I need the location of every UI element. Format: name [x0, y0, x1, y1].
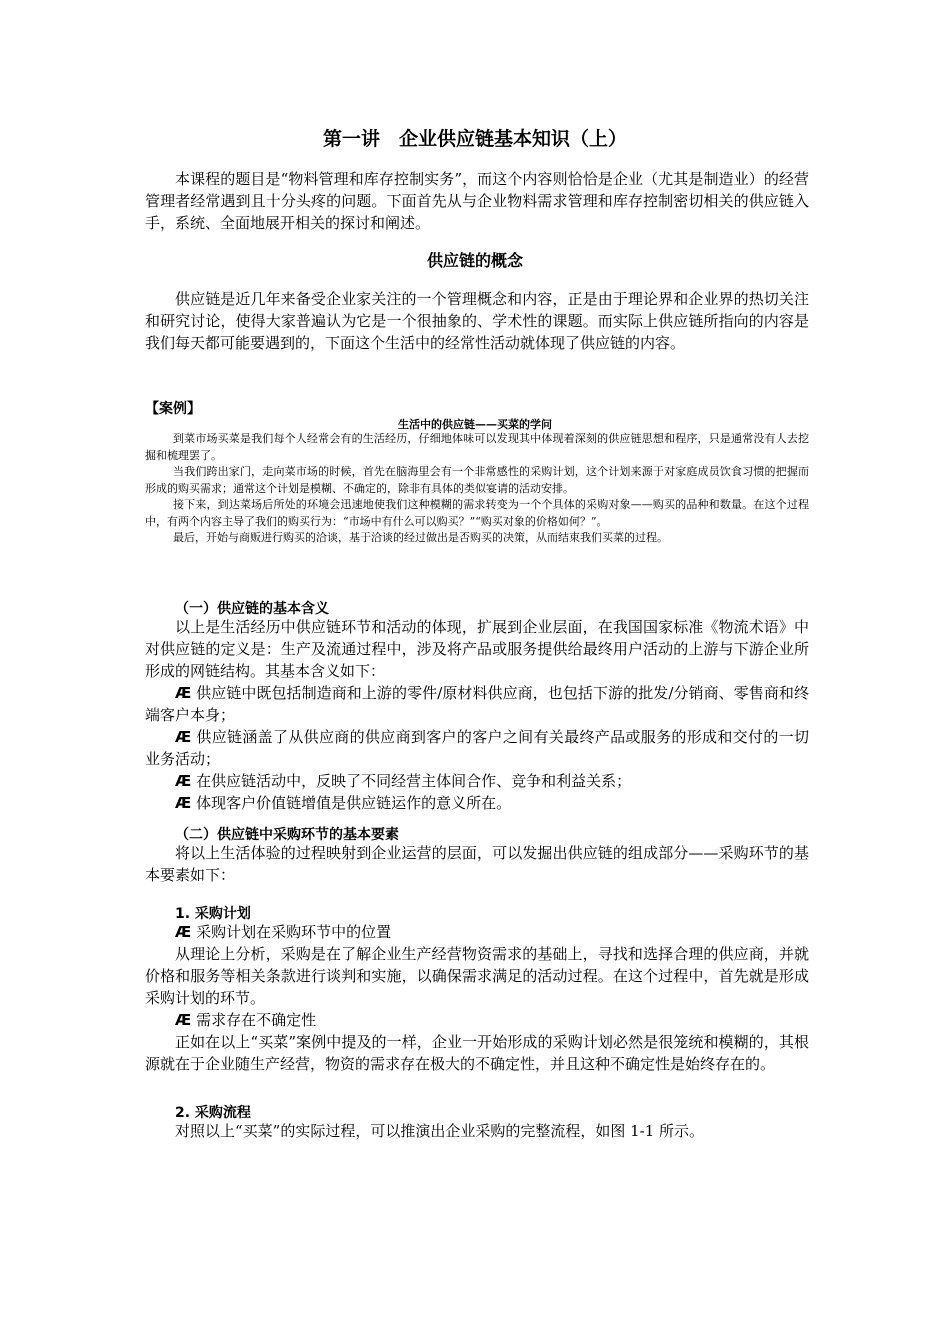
bullet-text: 体现客户价值链增值是供应链运作的意义所在。	[196, 794, 512, 812]
case-label: 【案例】	[145, 401, 201, 417]
bullet-marker: Æ	[175, 684, 192, 702]
section1-bullet-2	[145, 726, 809, 770]
case-paragraph-3: 接下来，到达菜场后所处的环境会迅速地使我们这种模糊的需求转变为一个个具体的采购对象——购买的品种和数量。在这个过程中，有两个内容主导了我们的购买行为：“市场中有什么可以购买？”“购买对象的价格如何？”。	[145, 498, 809, 528]
bullet-text: 需求存在不确定性	[196, 1011, 317, 1029]
bullet-marker: Æ	[175, 794, 192, 812]
case-paragraph-4: 最后，开始与商贩进行购买的洽谈，基于洽谈的经过做出是否购买的决策，从而结束我们买菜的过程。	[173, 531, 668, 544]
section1-bullet-1	[145, 682, 809, 726]
case-body	[145, 431, 809, 547]
intro-paragraph: 本课程的题目是“物料管理和库存控制实务”，而这个内容则恰恰是企业（尤其是制造业）的经营管理者经常遇到且十分头疼的问题。下面首先从与企业物料需求管理和库存控制密切相关的供应链入手，系统、全面地展开相关的探讨和阐述。	[145, 170, 809, 232]
section1-bullet-4	[145, 792, 809, 814]
bullet-marker: Æ	[175, 772, 192, 790]
sub1-bullet-2	[145, 1009, 809, 1031]
sub2-heading: 2. 采购流程	[175, 1105, 251, 1121]
case-title: 生活中的供应链——买菜的学问	[398, 418, 552, 431]
section1-body	[145, 616, 809, 814]
bullet-marker: Æ	[175, 728, 192, 746]
concept-heading: 供应链的概念	[426, 251, 523, 270]
sub1-heading: 1. 采购计划	[175, 906, 251, 922]
concept-paragraph: 供应链是近几年来备受企业家关注的一个管理概念和内容，正是由于理论界和企业界的热切关注和研究讨论，使得大家普遍认为它是一个很抽象的、学术性的课题。而实际上供应链所指向的内容是我们每天都可能要遇到的，下面这个生活中的经常性活动就体现了供应链的内容。	[145, 290, 809, 352]
case-paragraph-2: 当我们跨出家门，走向菜市场的时候，首先在脑海里会有一个非常感性的采购计划，这个计划来源于对家庭成员饮食习惯的把握而形成的购买需求；通常这个计划是模糊、不确定的，除非有具体的类似宴请的活动安排。	[145, 465, 809, 495]
sub2-paragraph: 对照以上“买菜”的实际过程，可以推演出企业采购的完整流程，如图 1-1 所示。	[175, 1122, 705, 1140]
sub1-bullet-1	[145, 921, 809, 943]
section1-bullet-3	[145, 770, 809, 792]
bullet-text: 采购计划在采购环节中的位置	[196, 923, 392, 941]
sub1-body	[145, 921, 809, 1075]
page-title: 第一讲 企业供应链基本知识（上）	[322, 128, 627, 150]
bullet-marker: Æ	[175, 1011, 192, 1029]
section1-paragraph: 以上是生活经历中供应链环节和活动的体现，扩展到企业层面，在我国国家标准《物流术语》中对供应链的定义是：生产及流通过程中，涉及将产品或服务提供给最终用户活动的上游与下游企业所形成的网链结构。其基本含义如下：	[145, 618, 809, 680]
section2-heading: （二）供应链中采购环节的基本要素	[175, 827, 399, 843]
sub1-paragraph-1: 从理论上分析，采购是在了解企业生产经营物资需求的基础上，寻找和选择合理的供应商，并就价格和服务等相关条款进行谈判和实施，以确保需求满足的活动过程。在这个过程中，首先就是形成采购计划的环节。	[145, 945, 809, 1007]
sub1-paragraph-2: 正如在以上“买菜”案例中提及的一样，企业一开始形成的采购计划必然是很笼统和模糊的，其根源就在于企业随生产经营，物资的需求存在极大的不确定性，并且这种不确定性是始终存在的。	[145, 1033, 809, 1073]
bullet-text: 在供应链活动中，反映了不同经营主体间合作、竞争和利益关系；	[196, 772, 632, 790]
bullet-marker: Æ	[175, 923, 192, 941]
case-paragraph-1: 到菜市场买菜是我们每个人经常会有的生活经历，仔细地体味可以发现其中体现着深刻的供应链思想和程序，只是通常没有人去挖掘和梳理罢了。	[145, 432, 809, 462]
section2-paragraph: 将以上生活体验的过程映射到企业运营的层面，可以发掘出供应链的组成部分——采购环节的基本要素如下：	[145, 844, 809, 884]
bullet-text: 供应链涵盖了从供应商的供应商到客户的客户之间有关最终产品或服务的形成和交付的一切业务活动；	[145, 728, 809, 768]
bullet-text: 供应链中既包括制造商和上游的零件/原材料供应商，也包括下游的批发/分销商、零售商和终端客户本身；	[145, 684, 809, 724]
section1-heading: （一）供应链的基本含义	[175, 601, 329, 617]
